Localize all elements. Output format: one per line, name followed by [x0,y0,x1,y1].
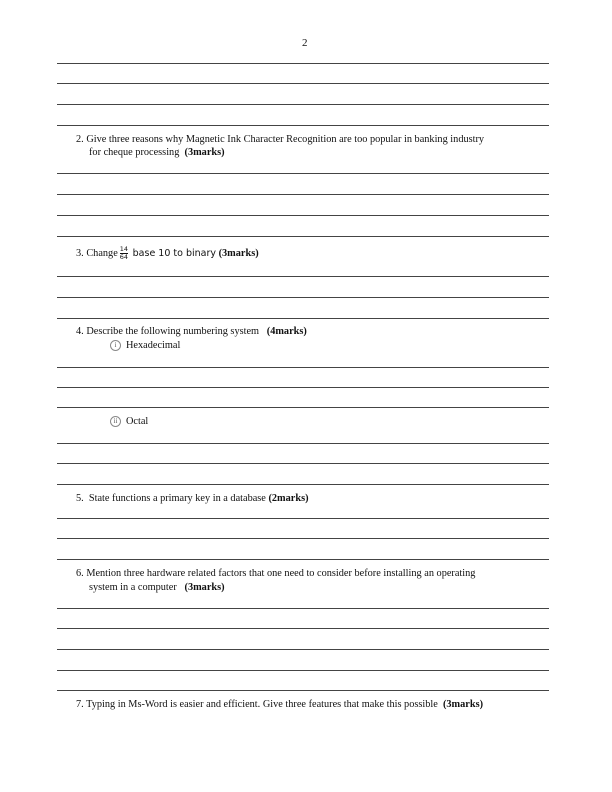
question-text: Give three reasons why Magnetic Ink Character Recognition are too popular in banking industry [86,134,485,145]
question-3 [76,246,259,261]
part-label: ii [110,416,121,427]
fraction-denominator: 64 [119,253,129,261]
part-label: i [110,340,121,351]
answer-line [57,318,549,319]
answer-line [57,628,549,629]
question-number: 4. [76,326,84,337]
marks: (3marks) [218,247,259,259]
answer-line [57,236,549,237]
question-text: Mention three hardware related factors that one need to consider before installing an operating [86,568,476,579]
question-text: Typing in Ms-Word is easier and efficient. Give three features that make this possible [86,699,438,710]
question-6 [76,568,475,580]
marks: (3marks) [184,147,225,158]
page-number: 2 [302,37,308,49]
answer-line [57,407,549,408]
question-7 [76,699,483,711]
answer-line [57,670,549,671]
marks: (3marks) [442,699,484,710]
question-2 [76,134,484,146]
question-number: 5. [76,493,84,504]
question-number: 3. [76,247,84,259]
question-text: State functions a primary key in a database [88,493,266,504]
question-number: 2. [76,134,84,145]
answer-line [57,367,549,368]
answer-line [57,63,549,64]
fraction-numerator: 14 [119,245,129,253]
answer-line [57,649,549,650]
answer-line [57,194,549,195]
answer-line [57,104,549,105]
question-4-part-ii [110,416,148,428]
answer-line [57,484,549,485]
question-6-cont [89,582,225,594]
marks: (4marks) [266,326,307,337]
question-5 [76,493,309,505]
fraction [120,246,128,261]
answer-line [57,83,549,84]
answer-line [57,690,549,691]
answer-line [57,387,549,388]
question-4-part-i [110,340,180,352]
part-text: Octal [126,416,149,427]
answer-line [57,125,549,126]
answer-line [57,215,549,216]
answer-line [57,559,549,560]
answer-line [57,443,549,444]
question-number: 7. [76,699,84,710]
answer-line [57,276,549,277]
answer-line [57,518,549,519]
question-number: 6. [76,568,84,579]
answer-line [57,538,549,539]
marks: (2marks) [268,493,309,504]
question-text: Describe the following numbering system [86,326,260,337]
answer-line [57,463,549,464]
marks: (3marks) [184,582,225,593]
question-text: system in a computer [89,582,177,593]
question-text: for cheque processing [89,147,180,158]
question-4 [76,326,307,338]
question-text: Change [86,247,118,259]
question-2-cont [89,147,225,159]
question-text: base 10 to binary [132,247,217,259]
answer-line [57,173,549,174]
answer-line [57,608,549,609]
answer-line [57,297,549,298]
part-text: Hexadecimal [126,340,181,351]
